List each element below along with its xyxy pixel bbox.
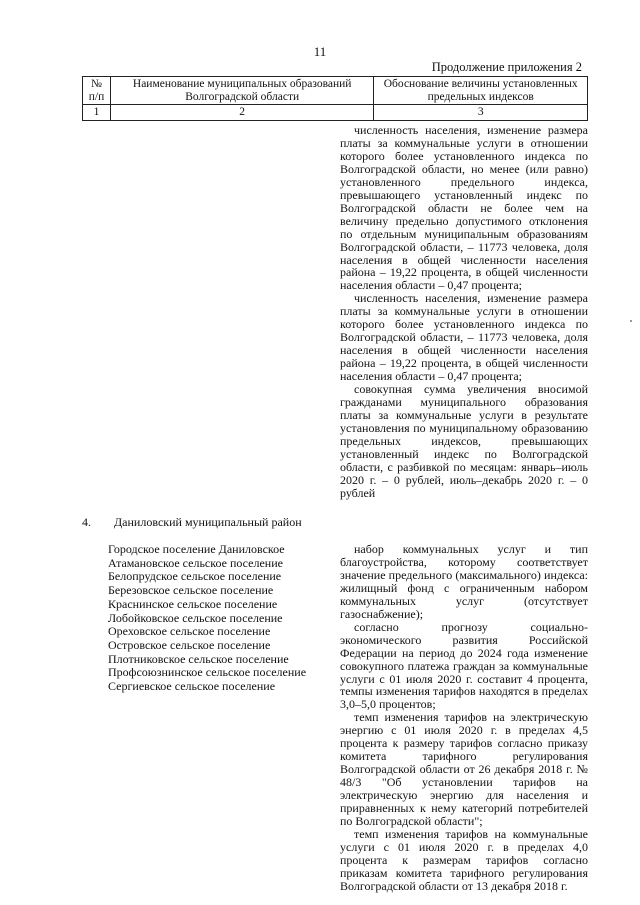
paragraph: совокупная сумма увеличения вносимой гражданами муниципального образования платы за коммунальные услуги в результате установления по муниципальному образованию предельных индексов, превышающих установленный индекс по Волгоградской области, с разбивкой по месяцам: январь–июль 2020 г. – 0 рублей, июль–декабрь 2020 г. – 0 рублей <box>340 382 588 500</box>
paragraph: темп изменения тарифов на коммунальные услуги с 01 июля 2020 г. в пределах 4,0 процента к размерам тарифов согласно приказам комитета тарифного регулирования Волгоградской области от 13 декабря 2018 г. <box>340 826 588 893</box>
settlement-list <box>108 543 338 694</box>
list-item: Ореховское сельское поселение <box>108 624 271 639</box>
header-number-row <box>83 105 588 121</box>
list-item: Плотниковское сельское поселение <box>108 651 289 666</box>
list-item: Белопрудское сельское поселение <box>108 569 282 584</box>
header-row <box>83 77 588 105</box>
paragraph: согласно прогнозу социально-экономического развития Российской Федерации на период до 2024 года изменение совокупного платежа граждан за коммунальные услуги с 01 июля 2020 г. составит 4 процента, темпы изменения тарифов находятся в пределах 3,0–5,0 процентов; <box>340 619 588 712</box>
header-col-number: № п/п <box>83 77 111 105</box>
paragraph: численность населения, изменение размера платы за коммунальные услуги в отношении которого более установленного индекса по Волгоградской области, но менее (или равно) установленного предельного индекса, превышающего установленный индекс по Волгоградской области не более чем на величину предельно допустимого отклонения по отдельным муниципальным образованиям Волгоградской области, – 11773 человека, доля населения в общей численности населения района – 19,22 процента, в общей численности населения области – 0,47 процента; <box>340 123 588 293</box>
list-item: Городское поселение Даниловское <box>108 542 285 556</box>
entry-number: 4. <box>82 515 91 529</box>
scan-dot <box>630 320 632 322</box>
paragraph: численность населения, изменение размера платы за коммунальные услуги в отношении которого более установленного индекса по Волгоградской области, – 11773 человека, доля населения в общей численности населения района – 19,22 процента, в общей численности населения области – 0,47 процента; <box>340 291 588 384</box>
list-item: Сергиевское сельское поселение <box>108 679 276 694</box>
list-item: Атамановское сельское поселение <box>108 555 283 570</box>
continuation-label: Продолжение приложения 2 <box>431 60 582 74</box>
header-num-1: 1 <box>83 105 111 121</box>
header-col-name: Наименование муниципальных образований Волгоградской области <box>110 77 373 105</box>
paragraph: набор коммунальных услуг и тип благоустройства, которому соответствует значение предельного (максимального) индекса: жилищный фонд с ограниченным набором коммунальных услуг (отсутствует газоснабжение); <box>340 542 588 621</box>
header-num-2: 2 <box>110 105 373 121</box>
list-item: Островское сельское поселение <box>108 637 271 652</box>
paragraph: темп изменения тарифов на электрическую энергию с 01 июля 2020 г. в пределах 4,5 процента к размеру тарифов согласно приказу комитета тарифного регулирования Волгоградской области от 26 декабря 2018 г. № 48/3 "Об установлении тарифов на электрическую энергию для населения и приравненных к нему категорий потребителей по Волгоградской области"; <box>340 710 588 829</box>
header-col-justification: Обоснование величины установленных предельных индексов <box>374 77 588 105</box>
list-item: Профсоюзнинское сельское поселение <box>108 665 307 680</box>
table-header <box>82 76 588 121</box>
entry-title: Даниловский муниципальный район <box>114 515 302 529</box>
list-item: Лобойковское сельское поселение <box>108 610 283 625</box>
list-item: Березовское сельское поселение <box>108 583 274 598</box>
justification-block-previous <box>340 124 588 500</box>
header-num-3: 3 <box>374 105 588 121</box>
page-number: 11 <box>313 44 327 59</box>
list-item: Краснинское сельское поселение <box>108 596 278 611</box>
justification-block-danilovsky <box>340 543 588 893</box>
